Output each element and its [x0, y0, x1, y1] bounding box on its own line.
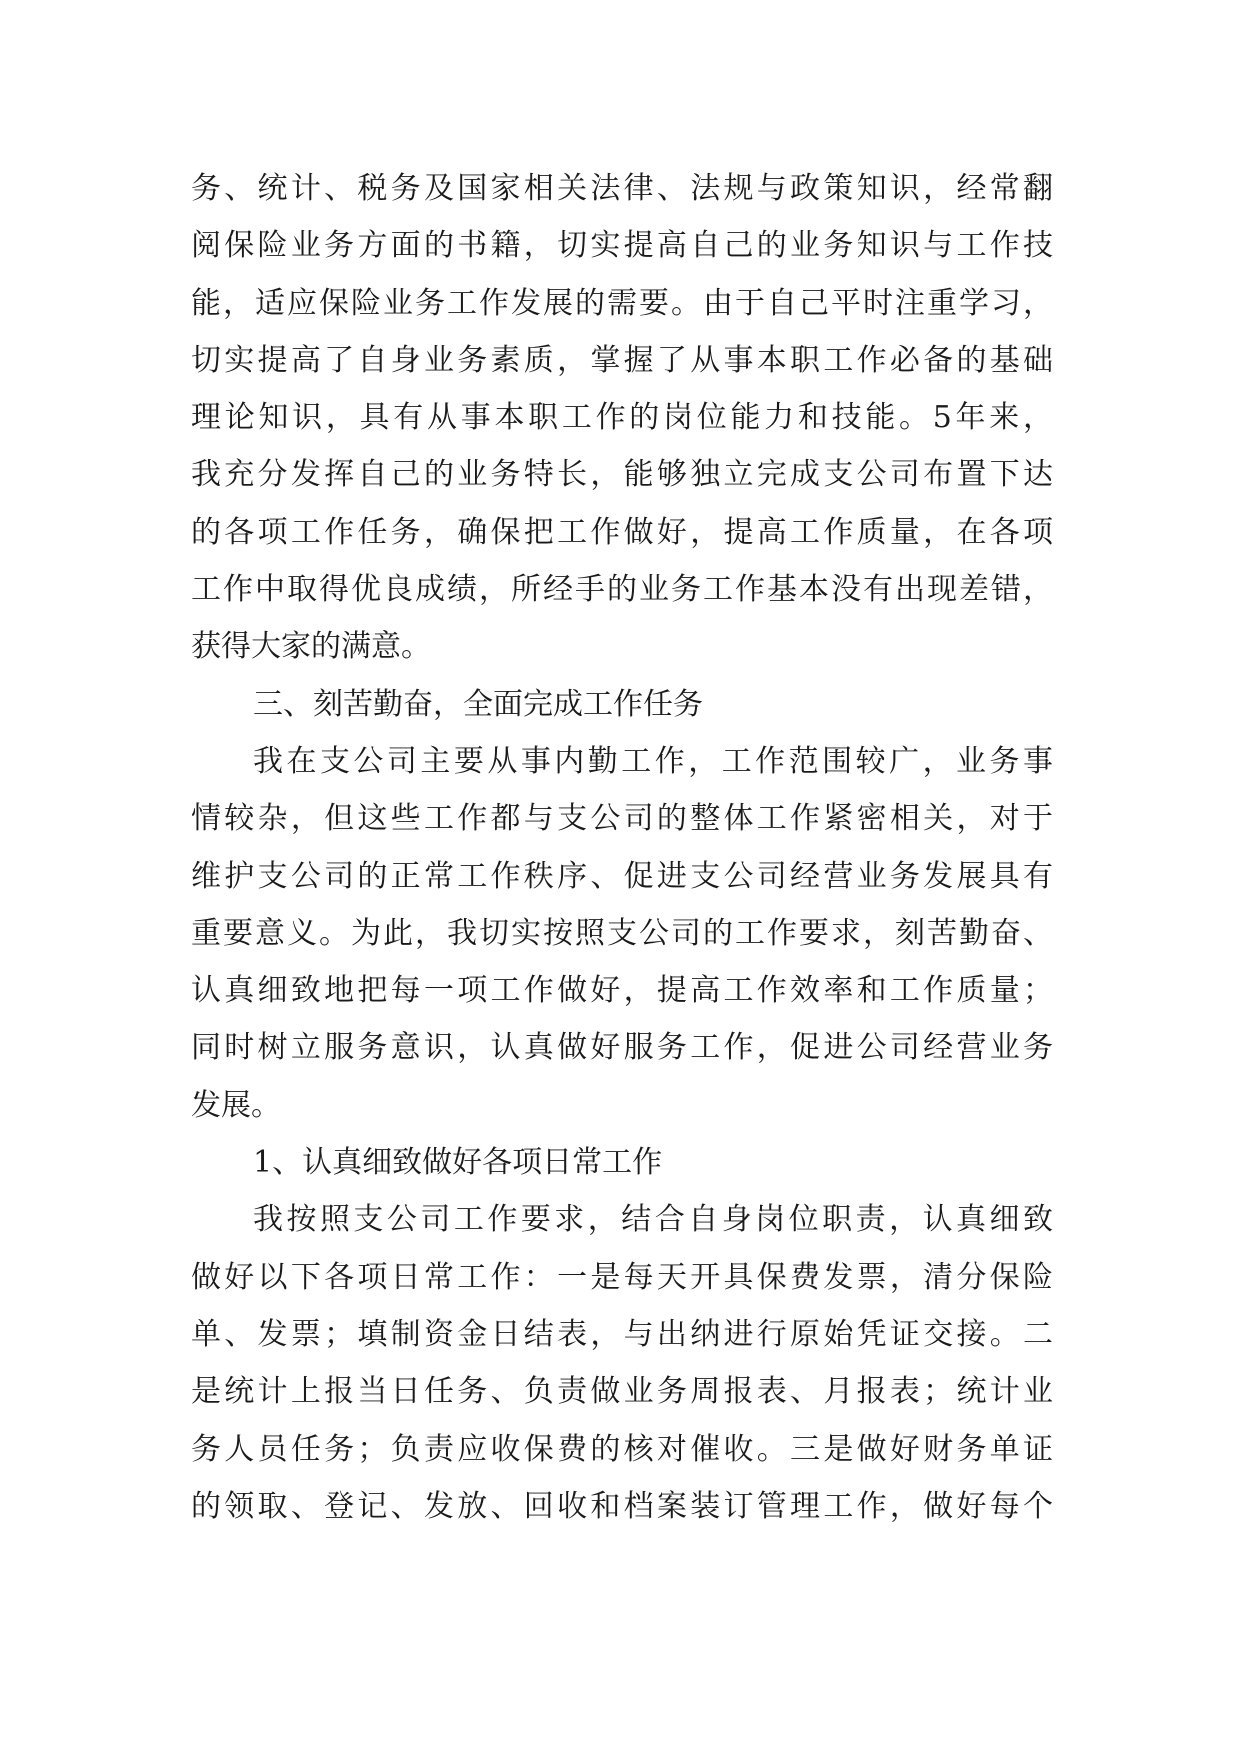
- paragraph-line: 情较杂，但这些工作都与支公司的整体工作紧密相关，对于: [191, 801, 1053, 837]
- paragraph-line: 工作中取得优良成绩，所经手的业务工作基本没有出现差错，: [191, 572, 1053, 608]
- paragraph-line: 的各项工作任务，确保把工作做好，提高工作质量，在各项: [191, 514, 1053, 550]
- paragraph-last-line: 获得大家的满意。: [191, 629, 431, 665]
- paragraph-last-line: 发展。: [191, 1087, 281, 1123]
- paragraph-line: 能，适应保险业务工作发展的需要。由于自己平时注重学习，: [191, 285, 1053, 321]
- section-heading: 三、刻苦勤奋，全面完成工作任务: [253, 686, 703, 722]
- paragraph-line: 同时树立服务意识，认真做好服务工作，促进公司经营业务: [191, 1030, 1053, 1066]
- paragraph-line: 维护支公司的正常工作秩序、促进支公司经营业务发展具有: [191, 858, 1053, 894]
- paragraph-line: 的领取、登记、发放、回收和档案装订管理工作，做好每个: [191, 1488, 1053, 1524]
- paragraph-line: 是统计上报当日任务、负责做业务周报表、月报表；统计业: [191, 1374, 1053, 1410]
- paragraph-line: 我充分发挥自己的业务特长，能够独立完成支公司布置下达: [191, 457, 1053, 493]
- subsection-heading: 1、认真细致做好各项日常工作: [253, 1145, 663, 1181]
- paragraph-line: 单、发票；填制资金日结表，与出纳进行原始凭证交接。二: [191, 1316, 1053, 1352]
- paragraph-line: 切实提高了自身业务素质，掌握了从事本职工作必备的基础: [191, 342, 1053, 378]
- paragraph-first-line: 我按照支公司工作要求，结合自身岗位职责，认真细致: [253, 1202, 1053, 1238]
- paragraph-line: 务人员任务；负责应收保费的核对催收。三是做好财务单证: [191, 1431, 1053, 1467]
- paragraph-line: 重要意义。为此，我切实按照支公司的工作要求，刻苦勤奋、: [191, 915, 1053, 951]
- document-body: [191, 160, 1053, 1535]
- paragraph-line: 务、统计、税务及国家相关法律、法规与政策知识，经常翻: [191, 171, 1053, 206]
- paragraph-line: 做好以下各项日常工作：一是每天开具保费发票，清分保险: [191, 1259, 1053, 1295]
- paragraph-line: 认真细致地把每一项工作做好，提高工作效率和工作质量；: [191, 973, 1053, 1009]
- paragraph-line: 理论知识，具有从事本职工作的岗位能力和技能。5年来，: [191, 400, 1053, 436]
- paragraph-line: 阅保险业务方面的书籍，切实提高自己的业务知识与工作技: [191, 228, 1053, 264]
- paragraph-first-line: 我在支公司主要从事内勤工作，工作范围较广，业务事: [253, 743, 1053, 779]
